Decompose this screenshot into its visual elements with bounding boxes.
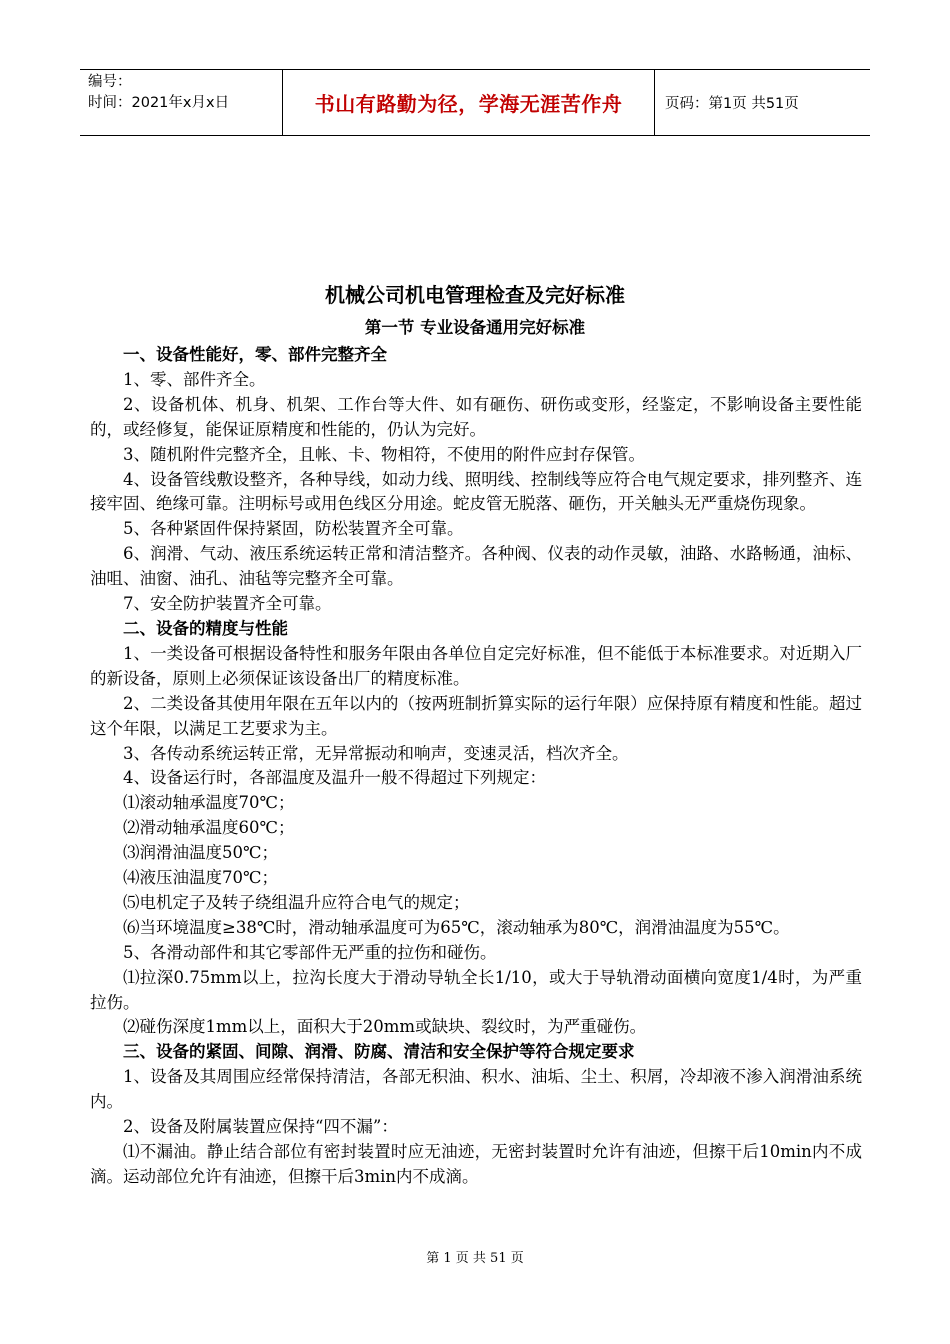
time-label: 时间：2021年x月x日 — [88, 95, 230, 111]
body-paragraph: 2、二类设备其使用年限在五年以内的（按两班制折算实际的运行年限）应保持原有精度和性能。超过这个年限，以满足工艺要求为主。 — [90, 693, 862, 738]
body-paragraph: ⑴滚动轴承温度70℃； — [123, 793, 295, 813]
section-heading: 一、设备性能好，零、部件完整齐全 — [123, 345, 387, 364]
body-paragraph: 5、各滑动部件和其它零部件无严重的拉伤和碰伤。 — [123, 942, 497, 962]
body-paragraph: ⑹当环境温度≥38℃时，滑动轴承温度可为65℃，滚动轴承为80℃，润滑油温度为55℃。 — [123, 917, 790, 937]
document-title: 机械公司机电管理检查及完好标准 — [325, 283, 625, 307]
body-paragraph: ⑴不漏油。静止结合部位有密封装置时应无油迹，无密封装置时允许有油迹，但擦干后10min内不成滴。运动部位允许有油迹，但擦干后3min内不成滴。 — [90, 1142, 862, 1186]
body-paragraph: ⑶润滑油温度50℃； — [123, 843, 278, 863]
body-paragraph: ⑴拉深0.75mm以上，拉沟长度大于滑动导轨全长1/10，或大于导轨滑动面横向宽度1/4时，为严重拉伤。 — [90, 967, 862, 1012]
document-header — [80, 69, 870, 136]
section-heading: 三、设备的紧固、间隙、润滑、防腐、清洁和安全保护等符合规定要求 — [123, 1042, 635, 1062]
page-footer: 第 1 页 共 51 页 — [426, 1251, 524, 1266]
body-paragraph: 4、设备管线敷设整齐，各种导线，如动力线、照明线、控制线等应符合电气规定要求，排列整齐、连接牢固、绝缘可靠。注明标号或用色线区分用途。蛇皮管无脱落、砸伤，开关触头无严重烧伤现象。 — [90, 469, 862, 514]
body-paragraph: ⑸电机定子及转子绕组温升应符合电气的规定； — [123, 892, 470, 912]
body-paragraph: 2、设备及附属装置应保持“四不漏”： — [123, 1117, 398, 1137]
body-paragraph: 1、设备及其周围应经常保持清洁，各部无积油、积水、油垢、尘土、积屑，冷却液不渗入润滑油系统内。 — [90, 1067, 862, 1112]
body-paragraph: 3、各传动系统运转正常，无异常振动和响声，变速灵活，档次齐全。 — [123, 743, 629, 763]
document-body — [90, 343, 862, 1190]
body-paragraph: 4、设备运行时，各部温度及温升一般不得超过下列规定： — [123, 768, 546, 788]
header-motto: 书山有路勤为径，学海无涯苦作舟 — [282, 70, 655, 135]
body-paragraph: 3、随机附件完整齐全，且帐、卡、物相符，不使用的附件应封存保管。 — [123, 444, 645, 464]
body-paragraph: 7、安全防护装置齐全可靠。 — [123, 594, 332, 614]
body-paragraph: ⑵滑动轴承温度60℃； — [123, 818, 295, 838]
body-paragraph: 5、各种紧固件保持紧固，防松装置齐全可靠。 — [123, 519, 464, 539]
body-paragraph: 2、设备机体、机身、机架、工作台等大件、如有砸伤、研伤或变形，经鉴定，不影响设备主要性能的，或经修复，能保证原精度和性能的，仍认为完好。 — [90, 394, 862, 439]
body-paragraph: ⑵碰伤深度1mm以上，面积大于20mm或缺块、裂纹时，为严重碰伤。 — [123, 1017, 647, 1037]
body-paragraph: 1、一类设备可根据设备特性和服务年限由各单位自定完好标准，但不能低于本标准要求。对近期入厂的新设备，原则上必须保证该设备出厂的精度标准。 — [90, 643, 862, 688]
section-heading: 二、设备的精度与性能 — [123, 618, 288, 638]
body-paragraph: 1、零、部件齐全。 — [123, 369, 266, 389]
header-page-code: 页码：第1页 共51页 — [665, 96, 799, 112]
body-paragraph: ⑷液压油温度70℃； — [123, 868, 278, 888]
number-label: 编号： — [88, 74, 132, 90]
header-meta — [80, 70, 282, 135]
body-paragraph: 6、润滑、气动、液压系统运转正常和清洁整齐。各种阀、仪表的动作灵敏，油路、水路畅通，油标、油咀、油窗、油孔、油毡等完整齐全可靠。 — [90, 544, 862, 589]
section-title: 第一节 专业设备通用完好标准 — [364, 318, 586, 337]
